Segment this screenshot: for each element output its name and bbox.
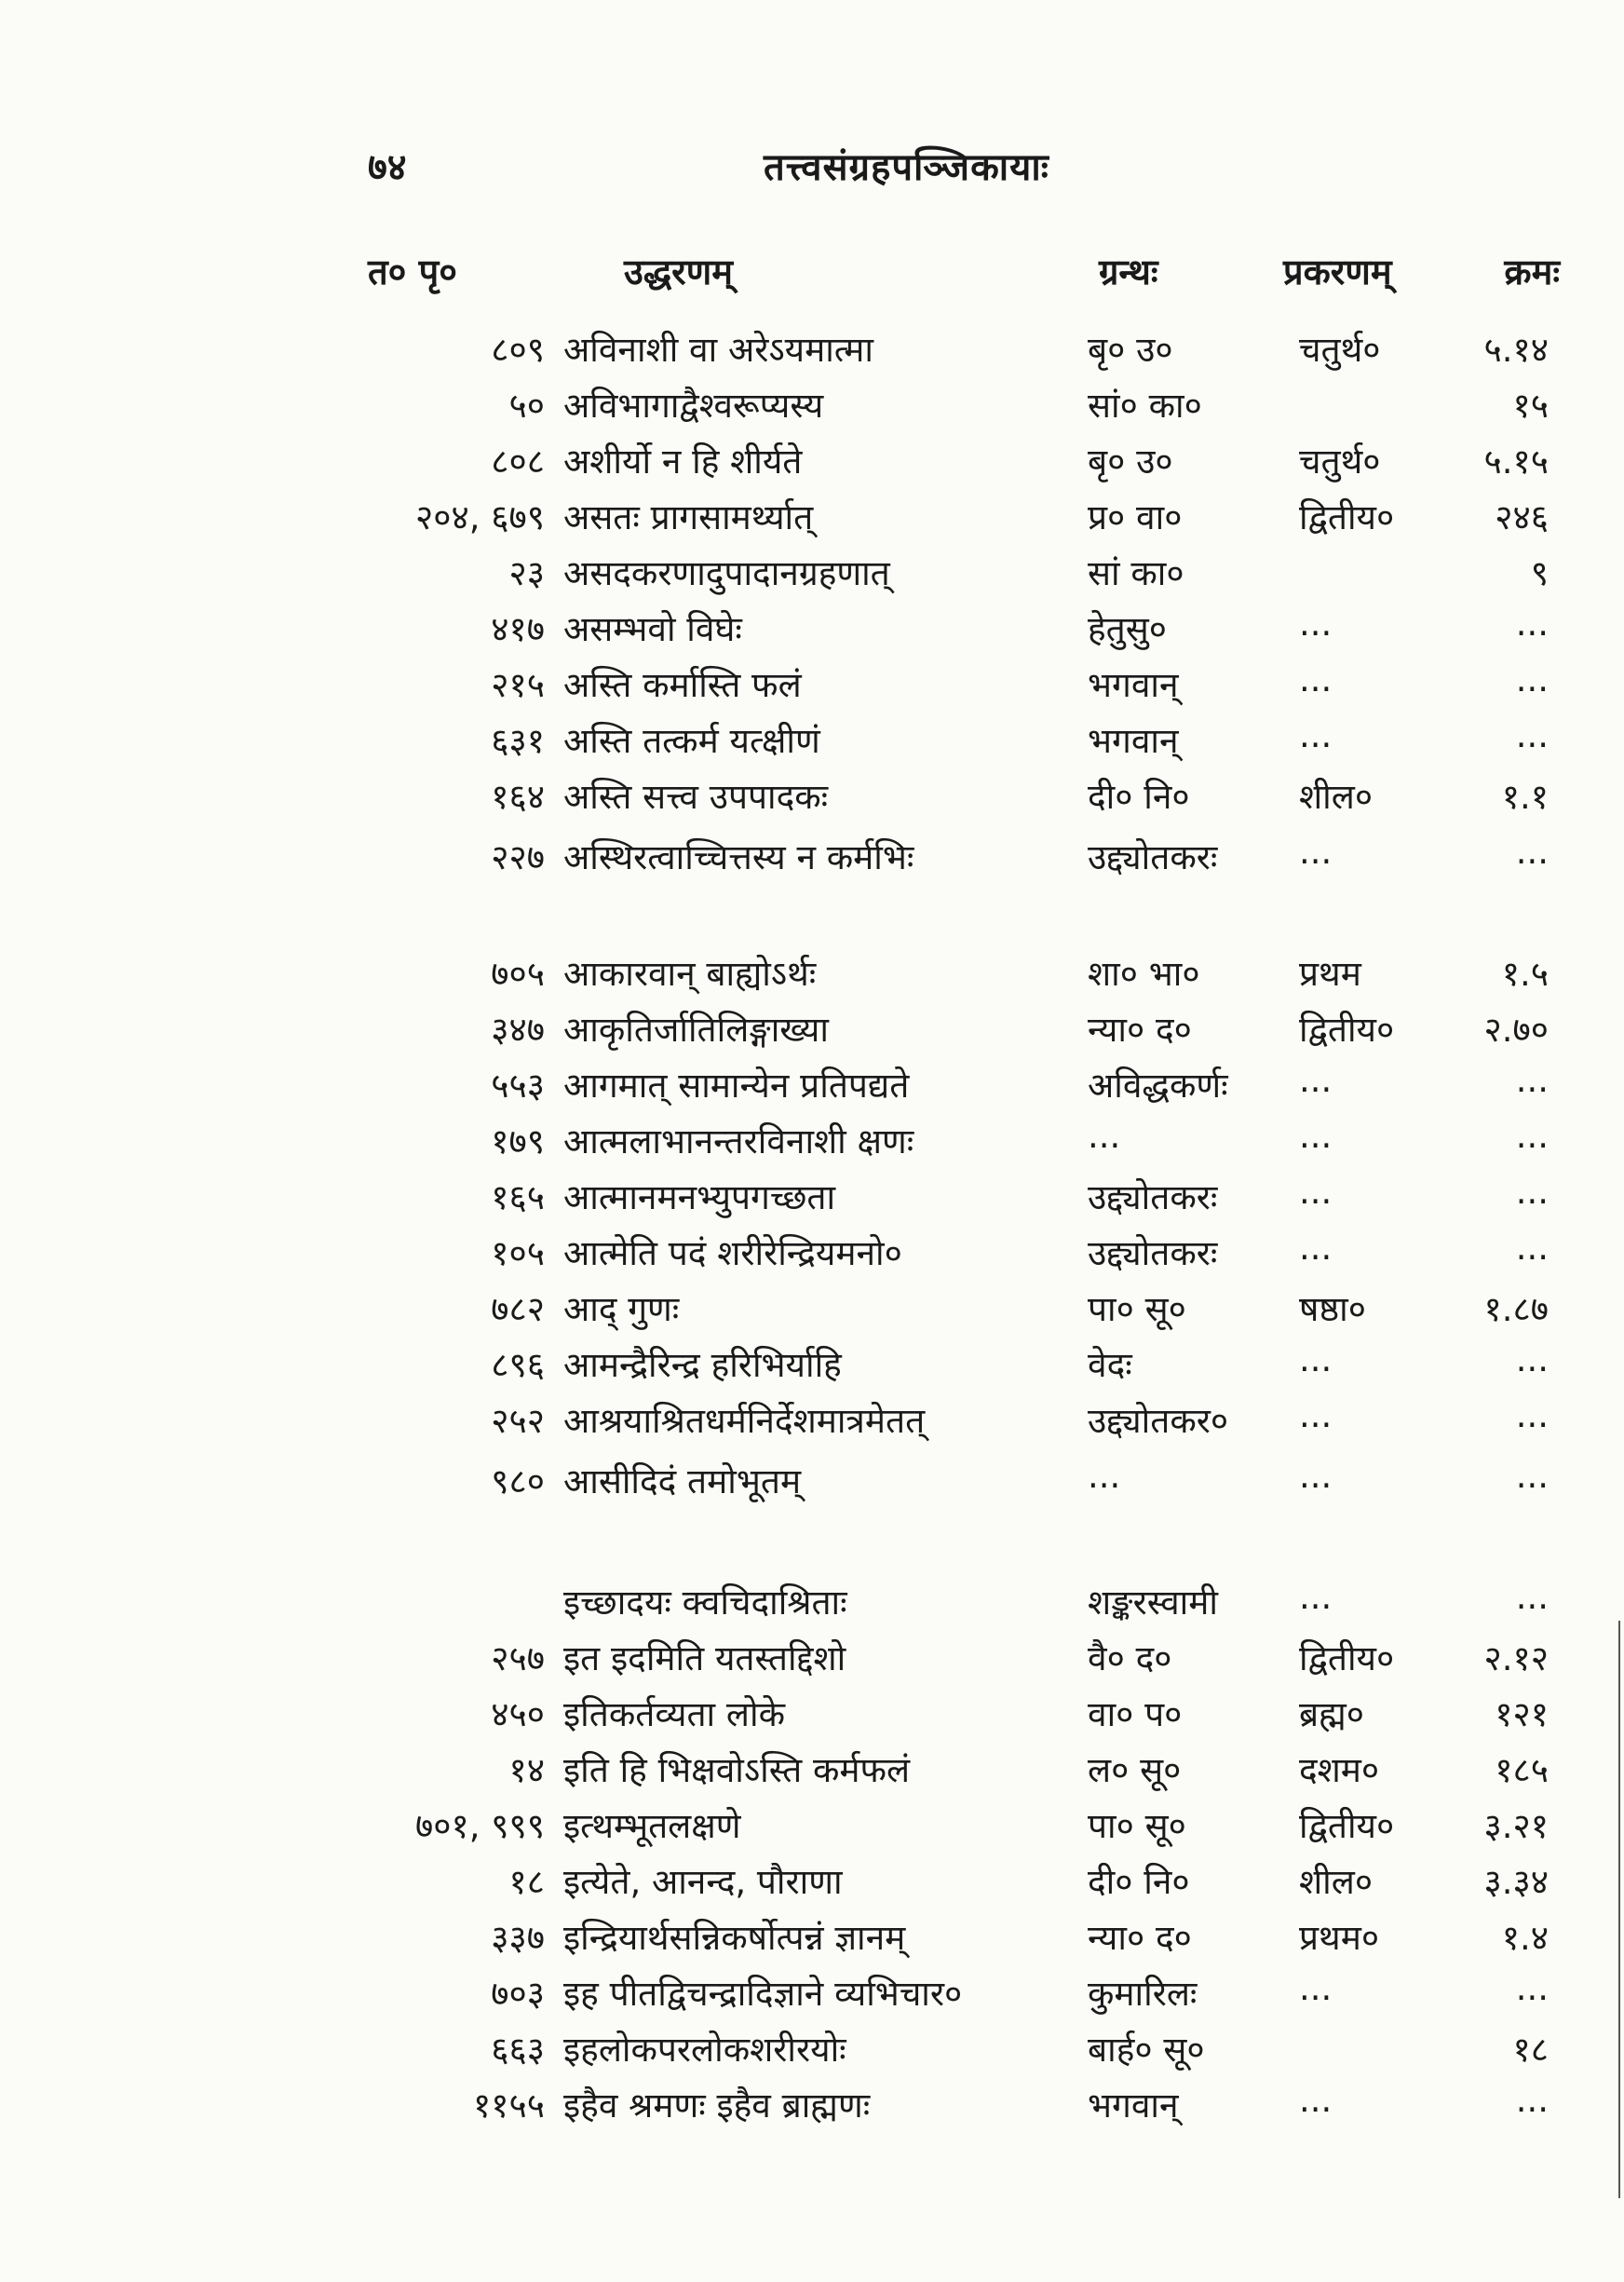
source-text: प्र० वा० xyxy=(1088,497,1183,537)
chapter: षष्ठा० xyxy=(1299,1289,1367,1329)
table-row xyxy=(0,1395,1624,1451)
source-text: वेदः xyxy=(1088,1345,1132,1385)
table-row xyxy=(0,436,1624,492)
quotation: इन्द्रियार्थसन्निकर्षोत्पन्नं ज्ञानम् xyxy=(563,1918,906,1958)
source-text: ... xyxy=(1088,1456,1121,1496)
verse-number: २४६ xyxy=(1495,497,1549,537)
quotation: इत्येते, आनन्द, पौराणा xyxy=(563,1862,843,1902)
chapter: ... xyxy=(1299,1228,1333,1268)
quotation: अशीर्यो न हि शीर्यते xyxy=(563,441,803,482)
page-ref: २२७ xyxy=(491,837,545,877)
verse-number: ९ xyxy=(1530,553,1549,593)
source-text: बार्ह० सू० xyxy=(1088,2030,1205,2070)
page-ref: १८ xyxy=(508,1862,545,1902)
quotation: आमन्द्रैरिन्द्र हरिभिर्याहि xyxy=(563,1345,842,1385)
quotation: अविभागाद्वैश्वरूप्यस्य xyxy=(563,386,824,426)
source-text: कुमारिलः xyxy=(1088,1974,1198,2014)
source-text: भगवान् xyxy=(1088,721,1179,761)
table-row xyxy=(0,1912,1624,1968)
quotation: आश्रयाश्रितधर्मनिर्देशमात्रमेतत् xyxy=(563,1401,926,1441)
chapter: ... xyxy=(1299,1116,1333,1156)
verse-number: ५.१४ xyxy=(1483,330,1549,370)
verse-number: १.८७ xyxy=(1483,1289,1549,1329)
table-row xyxy=(0,2080,1624,2136)
source-text: उद्द्योतकरः xyxy=(1088,1233,1218,1273)
source-text: सां का० xyxy=(1088,553,1184,593)
page-ref: २१५ xyxy=(491,665,545,705)
quotation: आत्मानमनभ्युपगच्छता xyxy=(563,1177,836,1217)
page-ref: ५० xyxy=(508,386,545,426)
page-ref: ७०१, ९९९ xyxy=(415,1806,545,1846)
quotation: अस्ति सत्त्व उपपादकः xyxy=(563,777,829,817)
verse-number: ... xyxy=(1515,1577,1549,1617)
chapter: शील० xyxy=(1299,777,1374,817)
quotation: आद् गुणः xyxy=(563,1289,680,1329)
quotation: असदकरणादुपादानग्रहणात् xyxy=(563,553,890,593)
source-text: पा० सू० xyxy=(1088,1806,1186,1846)
quotation: अस्ति कर्मास्ति फलं xyxy=(563,665,802,705)
source-text: हेतुसु० xyxy=(1088,609,1167,649)
page-ref: २५७ xyxy=(491,1638,545,1678)
quotation: अस्थिरत्वाच्चित्तस्य न कर्मभिः xyxy=(563,837,914,877)
verse-number: ५.१५ xyxy=(1483,441,1549,482)
source-text: वै० द० xyxy=(1088,1638,1172,1678)
verse-number: १५ xyxy=(1512,386,1549,426)
table-row xyxy=(0,604,1624,659)
quotation: आकृतिर्जातिलिङ्गाख्या xyxy=(563,1010,829,1050)
chapter: ... xyxy=(1299,1060,1333,1100)
table-row xyxy=(0,771,1624,827)
verse-number: ... xyxy=(1515,1116,1549,1156)
table-row xyxy=(0,1689,1624,1745)
column-header-page: त० पृ० xyxy=(368,251,457,292)
chapter: ... xyxy=(1299,604,1333,644)
chapter: प्रथम० xyxy=(1299,1918,1380,1958)
quotation: इच्छादयः क्वचिदाश्रिताः xyxy=(563,1582,847,1623)
verse-number: ... xyxy=(1515,1172,1549,1212)
quotation: इति हि भिक्षवोऽस्ति कर्मफलं xyxy=(563,1750,911,1790)
table-row xyxy=(0,1968,1624,2024)
verse-number: ... xyxy=(1515,2080,1549,2120)
source-text: न्या० द० xyxy=(1088,1918,1192,1958)
page-ref: २३ xyxy=(508,553,545,593)
table-row xyxy=(0,1228,1624,1284)
verse-number: १.४ xyxy=(1501,1918,1549,1958)
page-ref: ६६३ xyxy=(491,2030,545,2070)
quotation: असतः प्रागसामर्थ्यात् xyxy=(563,497,814,537)
page-ref: २०४, ६७९ xyxy=(415,497,545,537)
page-ref: ८०८ xyxy=(491,441,545,482)
source-text: ... xyxy=(1088,1116,1121,1156)
verse-number: ... xyxy=(1515,1968,1549,2008)
source-text: पा० सू० xyxy=(1088,1289,1186,1329)
quotation: इहलोकपरलोकशरीरयोः xyxy=(563,2030,846,2070)
verse-number: ... xyxy=(1515,1228,1549,1268)
quotation: इत इदमिति यतस्तद्दिशो xyxy=(563,1638,846,1678)
quotation: आगमात् सामान्येन प्रतिपद्यते xyxy=(563,1066,910,1106)
chapter: द्वितीय० xyxy=(1299,497,1395,537)
verse-number: ... xyxy=(1515,1060,1549,1100)
source-text: शङ्करस्वामी xyxy=(1088,1582,1218,1623)
table-row xyxy=(0,1856,1624,1912)
source-text: न्या० द० xyxy=(1088,1010,1192,1050)
column-header-number: क्रमः xyxy=(1504,251,1560,292)
source-text: ल० सू० xyxy=(1088,1750,1182,1790)
page-number: ७४ xyxy=(368,146,407,189)
verse-number: ... xyxy=(1515,1456,1549,1496)
table-row xyxy=(0,832,1624,888)
quotation: अस्ति तत्कर्म यत्क्षीणं xyxy=(563,721,820,761)
quotation: आत्मेति पदं शरीरेन्द्रियमनो० xyxy=(563,1233,902,1273)
table-row xyxy=(0,1456,1624,1512)
page-ref: ७०३ xyxy=(491,1974,545,2014)
chapter: प्रथम xyxy=(1299,954,1361,994)
table-row xyxy=(0,1060,1624,1116)
verse-number: १२१ xyxy=(1495,1694,1549,1734)
table-header xyxy=(0,247,1624,303)
source-text: भगवान् xyxy=(1088,665,1179,705)
table-row xyxy=(0,1116,1624,1172)
column-header-chapter: प्रकरणम् xyxy=(1283,251,1392,292)
verse-number: ... xyxy=(1515,1339,1549,1379)
quotation: अविनाशी वा अरेऽयमात्मा xyxy=(563,330,873,370)
quotation: असम्भवो विघेः xyxy=(563,609,742,649)
chapter: शील० xyxy=(1299,1862,1374,1902)
chapter: ... xyxy=(1299,1339,1333,1379)
source-text: अविद्धकर्णः xyxy=(1088,1066,1228,1106)
verse-number: ३.२१ xyxy=(1483,1806,1549,1846)
table-row xyxy=(0,492,1624,548)
source-text: बृ० उ० xyxy=(1088,330,1173,370)
chapter: ... xyxy=(1299,832,1333,872)
page-ref: ४१७ xyxy=(491,609,545,649)
verse-number: १८ xyxy=(1512,2030,1549,2070)
chapter: ... xyxy=(1299,1968,1333,2008)
page-edge-line xyxy=(1618,1621,1620,2198)
verse-number: १.५ xyxy=(1501,954,1549,994)
quotation: इहैव श्रमणः इहैव ब्राह्मणः xyxy=(563,2085,871,2126)
chapter: द्वितीय० xyxy=(1299,1638,1395,1678)
table-row xyxy=(0,380,1624,436)
quotation: इह पीतद्विचन्द्रादिज्ञाने व्यभिचार० xyxy=(563,1974,963,2014)
page-ref: ८९६ xyxy=(491,1345,545,1385)
page-ref: १७९ xyxy=(491,1121,545,1161)
quotation: इत्थम्भूतलक्षणे xyxy=(563,1806,741,1846)
verse-number: ... xyxy=(1515,1395,1549,1435)
chapter: ... xyxy=(1299,1456,1333,1496)
chapter: द्वितीय० xyxy=(1299,1806,1395,1846)
quotation: इतिकर्तव्यता लोके xyxy=(563,1694,785,1734)
verse-number: ... xyxy=(1515,604,1549,644)
chapter: चतुर्थ० xyxy=(1299,441,1381,482)
source-text: दी० नि० xyxy=(1088,777,1190,817)
table-row xyxy=(0,1284,1624,1339)
chapter: ... xyxy=(1299,1172,1333,1212)
source-text: उद्द्योतकर० xyxy=(1088,1401,1229,1441)
chapter: ... xyxy=(1299,715,1333,755)
page-ref: ७०५ xyxy=(491,954,545,994)
table-row xyxy=(0,1800,1624,1856)
verse-number: १८५ xyxy=(1495,1750,1549,1790)
source-text: सां० का० xyxy=(1088,386,1202,426)
page-ref: ८०९ xyxy=(491,330,545,370)
table-row xyxy=(0,1745,1624,1800)
quotation: आकारवान् बाह्योऽर्थः xyxy=(563,954,817,994)
table-row xyxy=(0,548,1624,604)
page-ref: ३४७ xyxy=(491,1010,545,1050)
table-row xyxy=(0,1577,1624,1633)
chapter: ... xyxy=(1299,1395,1333,1435)
page-ref: ४५० xyxy=(491,1694,545,1734)
table-row xyxy=(0,659,1624,715)
page-ref: २५२ xyxy=(491,1401,545,1441)
page-ref: १४ xyxy=(508,1750,545,1790)
column-header-quotation: उद्धरणम् xyxy=(624,251,733,292)
chapter: ... xyxy=(1299,1577,1333,1617)
chapter: दशम० xyxy=(1299,1750,1380,1790)
page-ref: ९८० xyxy=(491,1461,545,1501)
table-row xyxy=(0,1339,1624,1395)
quotation: आत्मलाभानन्तरविनाशी क्षणः xyxy=(563,1121,914,1161)
source-text: बृ० उ० xyxy=(1088,441,1173,482)
verse-number: २.७० xyxy=(1483,1010,1549,1050)
source-text: शा० भा० xyxy=(1088,954,1200,994)
verse-number: ... xyxy=(1515,715,1549,755)
source-text: उद्द्योतकरः xyxy=(1088,1177,1218,1217)
page-ref: ७८२ xyxy=(491,1289,545,1329)
table-row xyxy=(0,1004,1624,1060)
table-row xyxy=(0,1172,1624,1228)
verse-number: ३.३४ xyxy=(1483,1862,1549,1902)
verse-number: २.१२ xyxy=(1483,1638,1549,1678)
table-row xyxy=(0,1633,1624,1689)
page-ref: १६५ xyxy=(491,1177,545,1217)
source-text: दी० नि० xyxy=(1088,1862,1190,1902)
source-text: भगवान् xyxy=(1088,2085,1179,2126)
chapter: ब्रह्म० xyxy=(1299,1694,1365,1734)
table-row xyxy=(0,948,1624,1004)
source-text: वा० प० xyxy=(1088,1694,1183,1734)
column-header-text: ग्रन्थः xyxy=(1099,251,1158,292)
page-ref: ५५३ xyxy=(491,1066,545,1106)
running-title: तत्त्वसंग्रहपञ्जिकायाः xyxy=(764,146,1049,189)
page-ref: १०५ xyxy=(491,1233,545,1273)
page-ref: ३३७ xyxy=(491,1918,545,1958)
table-row xyxy=(0,2024,1624,2080)
page-ref: ६३१ xyxy=(491,721,545,761)
table-row xyxy=(0,715,1624,771)
verse-number: ... xyxy=(1515,832,1549,872)
chapter: द्वितीय० xyxy=(1299,1010,1395,1050)
verse-number: ... xyxy=(1515,659,1549,700)
verse-number: १.१ xyxy=(1501,777,1549,817)
page-ref: १६४ xyxy=(491,777,545,817)
chapter: चतुर्थ० xyxy=(1299,330,1381,370)
table-row xyxy=(0,324,1624,380)
quotation: आसीदिदं तमोभूतम् xyxy=(563,1461,802,1501)
chapter: ... xyxy=(1299,659,1333,700)
source-text: उद्द्योतकरः xyxy=(1088,837,1218,877)
chapter: ... xyxy=(1299,2080,1333,2120)
page-ref: ११५५ xyxy=(473,2085,545,2126)
